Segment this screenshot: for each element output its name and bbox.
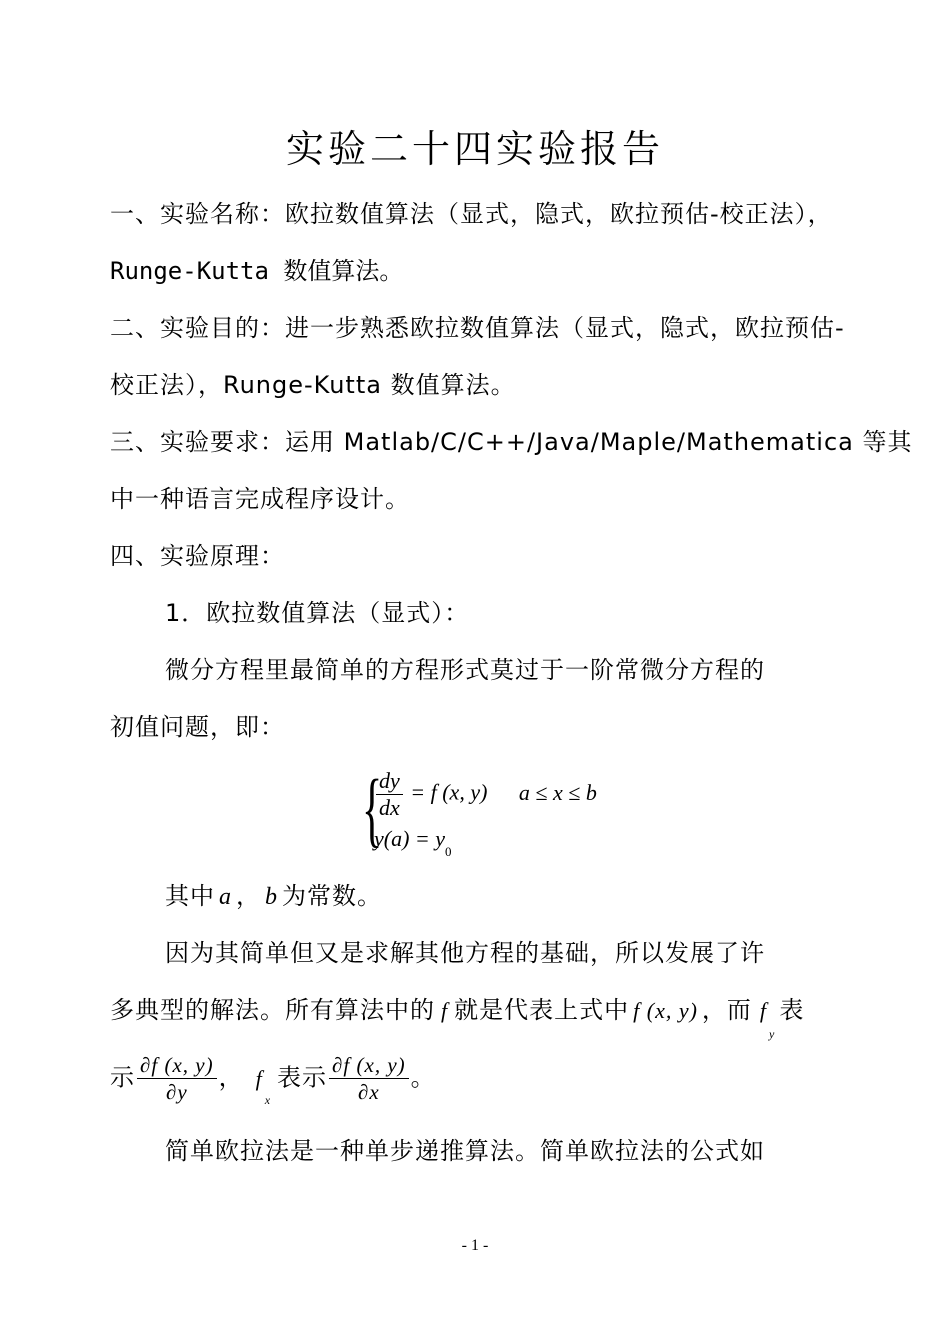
text-fragment: 示 [110,1063,135,1092]
section-4-heading: 四、实验原理： [110,542,285,570]
subscript-y: y [769,1027,776,1041]
text-fragment: 表 [779,996,805,1024]
page-number: - 1 - [461,1237,489,1254]
paragraph-3-line-2 [110,994,805,1041]
paragraph-1-line-1: 微分方程里最简单的方程形式莫过于一阶常微分方程的 [165,656,765,684]
math-f: f [441,998,449,1023]
left-brace: { [362,763,383,856]
paragraph-2 [165,880,382,913]
dy-dx-fraction [376,768,403,821]
subscript-zero: 0 [445,844,452,859]
partial-fx-fraction [329,1052,409,1105]
section-3-line-2: 中一种语言完成程序设计。 [110,485,410,513]
paragraph-1-line-2: 初值问题，即： [110,713,285,741]
fraction-numerator: ∂f (x, y) [329,1052,409,1079]
math-f: f [759,998,768,1023]
math-f: f [255,1065,263,1091]
math-a: a [219,884,232,910]
math-b: b [265,884,278,910]
paragraph-3-line-3 [110,1052,436,1105]
text-fragment: 。 [410,1063,436,1092]
fraction-denominator: dx [379,795,400,820]
fraction-numerator: ∂f (x, y) [137,1052,217,1079]
equation-rhs: = f (x, y) [410,779,488,805]
subsection-1-heading: 1．欧拉数值算法（显式）： [165,599,470,627]
fraction-denominator: ∂y [165,1080,188,1104]
math-fxy: f (x, y) [633,998,698,1023]
paragraph-3-line-1: 因为其简单但又是求解其他方程的基础，所以发展了许 [165,939,765,967]
text-fragment: 其中 [165,882,215,910]
text-fragment: 为常数。 [282,882,382,910]
equation-line-1 [374,768,597,821]
text-fragment: 就是代表上式中 [454,996,630,1024]
partial-fy-fraction [137,1052,217,1105]
section-3-line-1: 三、实验要求：运用 Matlab/C/C++/Java/Maple/Mathematica 等其 [110,428,913,456]
fraction-denominator: ∂x [357,1080,380,1104]
text-fragment: 多典型的解法。所有算法中的 [110,996,435,1024]
subscript-x: x [264,1092,272,1107]
fraction-numerator: dy [376,768,403,795]
text-fragment: 表示 [277,1063,328,1092]
section-1-line-2: Runge-Kutta 数值算法。 [110,257,404,285]
paragraph-4: 简单欧拉法是一种单步递推算法。简单欧拉法的公式如 [165,1137,765,1165]
section-2-line-1: 二、实验目的：进一步熟悉欧拉数值算法（显式，隐式，欧拉预估- [110,314,845,342]
equation-line-2 [374,826,452,859]
section-2-line-2: 校正法），Runge-Kutta 数值算法。 [110,371,516,399]
text-fragment: ，而 [701,996,752,1024]
initial-condition: y(a) = y [374,826,446,851]
text-fragment: ， [236,882,261,910]
equation-range: a ≤ x ≤ b [518,779,597,805]
page-title: 实验二十四实验报告 [285,127,664,171]
text-fragment: ， [218,1063,244,1092]
section-1-line-1: 一、实验名称：欧拉数值算法（显式，隐式，欧拉预估-校正法）， [110,200,833,228]
